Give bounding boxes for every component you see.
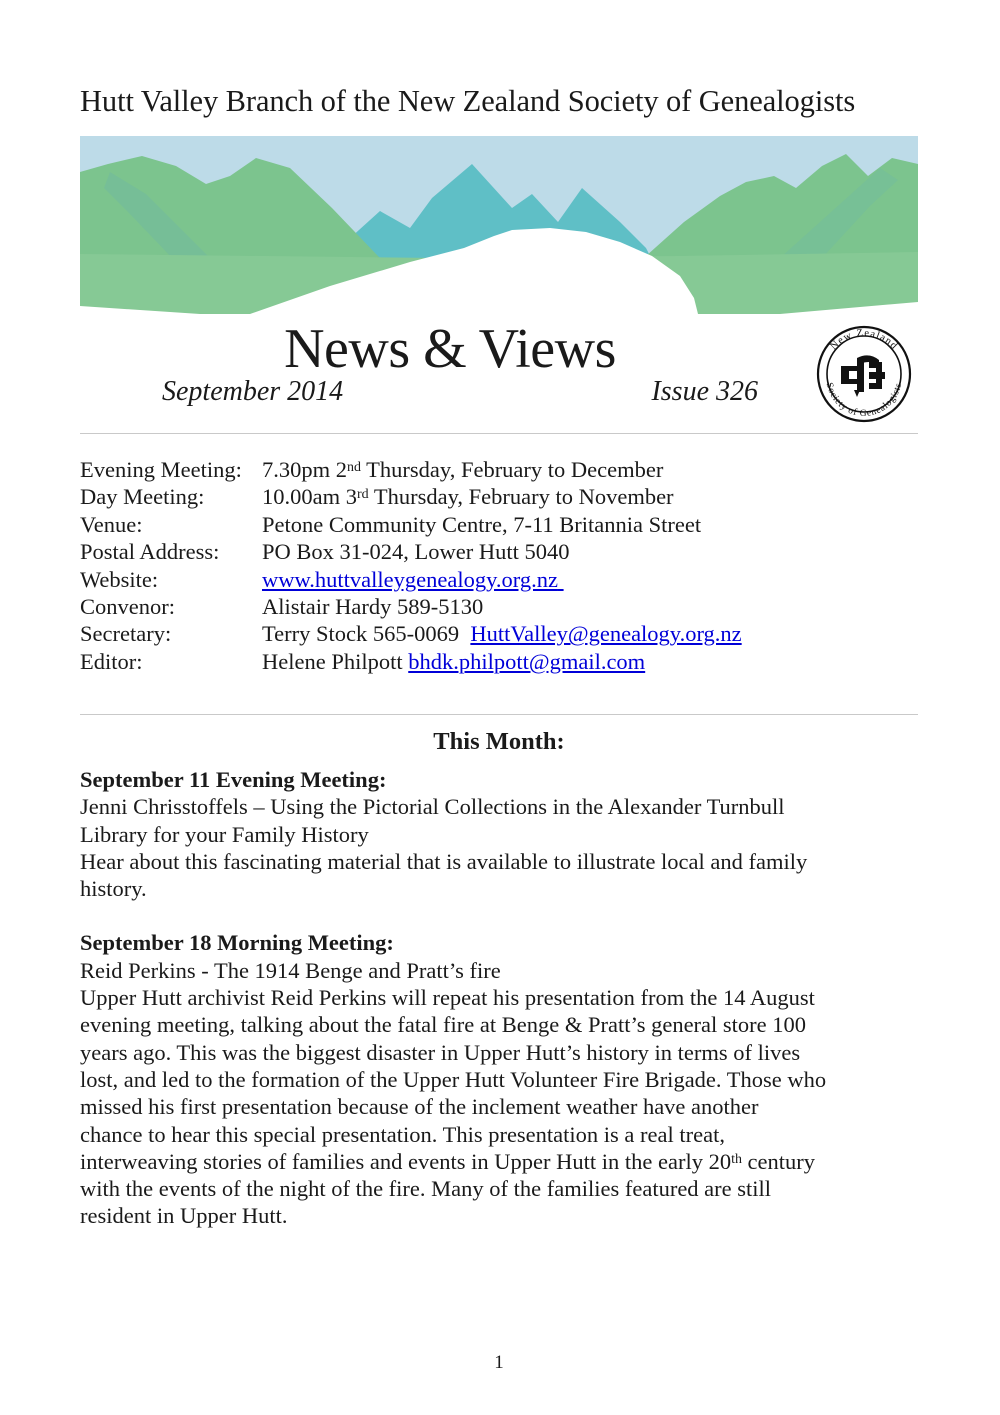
seal-top-arc-text: New Zealand bbox=[828, 327, 900, 353]
body-line: years ago. This was the biggest disaster in Upper Hutt’s history in terms of lives bbox=[80, 1039, 801, 1065]
contact-row-evening-meeting bbox=[80, 456, 918, 483]
issue-date: September 2014 bbox=[162, 376, 344, 407]
contact-value: Helene Philpott bhdk.philpott@gmail.com bbox=[262, 648, 646, 674]
body-line: Reid Perkins - The 1914 Benge and Pratt’s fire bbox=[80, 957, 501, 983]
section-heading-september-11: September 11 Evening Meeting: bbox=[80, 767, 387, 792]
contact-row-postal-address bbox=[80, 538, 918, 565]
contact-value: Petone Community Centre, 7-11 Britannia Street bbox=[262, 511, 702, 537]
body-line: Upper Hutt archivist Reid Perkins will repeat his presentation from the 14 August bbox=[80, 985, 815, 1011]
website-link-trailing-space bbox=[558, 567, 564, 592]
issue-row bbox=[80, 376, 820, 416]
contact-label: Postal Address: bbox=[80, 539, 220, 565]
valley-river-landscape-image bbox=[80, 136, 918, 314]
nzsg-seal-logo bbox=[810, 322, 918, 426]
contact-label: Website: bbox=[80, 566, 159, 592]
section-heading-september-18: September 18 Morning Meeting: bbox=[80, 930, 394, 956]
contact-label: Evening Meeting: bbox=[80, 457, 242, 482]
body-line: resident in Upper Hutt. bbox=[80, 1203, 288, 1229]
newsletter-title: News & Views bbox=[284, 318, 616, 380]
body-line: evening meeting, talking about the fatal fire at Benge & Pratt’s general store 100 bbox=[80, 1012, 807, 1038]
body-line: history. bbox=[80, 876, 147, 902]
ordinal-suffix: nd bbox=[347, 460, 361, 476]
contact-value: 10.00am 3rd Thursday, February to November bbox=[262, 484, 674, 510]
body-line: Jenni Chrisstoffels – Using the Pictorial Collections in the Alexander Turnbull bbox=[80, 794, 785, 820]
contact-details bbox=[80, 456, 918, 675]
contact-row-venue bbox=[80, 511, 918, 538]
issue-number: Issue 326 bbox=[651, 376, 758, 407]
contact-row-day-meeting bbox=[80, 483, 918, 510]
contact-value: Terry Stock 565-0069 HuttValley@genealogy.org.nz bbox=[262, 621, 742, 647]
ordinal-suffix: rd bbox=[357, 487, 369, 503]
seal-svg bbox=[810, 322, 918, 426]
page-title: Hutt Valley Branch of the New Zealand Society of Genealogists bbox=[80, 84, 856, 118]
body-line-with-ordinal: interweaving stories of families and events in Upper Hutt in the early 20th century bbox=[80, 1148, 816, 1174]
this-month-content bbox=[80, 766, 918, 1230]
website-link[interactable]: www.huttvalleygenealogy.org.nz bbox=[262, 566, 558, 592]
body-line: chance to hear this special presentation. This presentation is a real treat, bbox=[80, 1121, 725, 1147]
section-spacer bbox=[80, 902, 918, 929]
page-number: 1 bbox=[494, 1352, 504, 1373]
contact-row-convenor bbox=[80, 593, 918, 620]
landscape-svg bbox=[80, 136, 918, 314]
contact-label: Convenor: bbox=[80, 594, 175, 620]
contact-label: Secretary: bbox=[80, 621, 172, 647]
title-block bbox=[80, 314, 918, 424]
contact-row-editor bbox=[80, 648, 918, 675]
body-line: with the events of the night of the fire. Many of the families featured are still bbox=[80, 1176, 772, 1202]
contact-value: Alistair Hardy 589-5130 bbox=[262, 594, 484, 620]
contact-row-secretary bbox=[80, 620, 918, 647]
contact-value: PO Box 31-024, Lower Hutt 5040 bbox=[262, 539, 570, 565]
divider-top bbox=[80, 433, 918, 434]
body-line: lost, and led to the formation of the Upper Hutt Volunteer Fire Brigade. Those who bbox=[80, 1066, 827, 1092]
contact-row-website bbox=[80, 566, 918, 593]
contact-label: Venue: bbox=[80, 511, 143, 537]
contact-label: Editor: bbox=[80, 648, 143, 674]
contact-value: 7.30pm 2nd Thursday, February to December bbox=[262, 457, 664, 482]
secretary-email-link[interactable]: HuttValley@genealogy.org.nz bbox=[470, 621, 742, 647]
divider-middle bbox=[80, 714, 918, 715]
seal-bottom-arc-text: Society of Genealogists bbox=[823, 381, 905, 420]
body-line: missed his first presentation because of the inclement weather have another bbox=[80, 1094, 759, 1120]
ordinal-suffix: th bbox=[731, 1152, 742, 1168]
contact-value bbox=[262, 566, 564, 593]
contact-label: Day Meeting: bbox=[80, 484, 205, 510]
body-line: Library for your Family History bbox=[80, 821, 369, 847]
this-month-heading: This Month: bbox=[433, 728, 565, 755]
editor-email-link[interactable]: bhdk.philpott@gmail.com bbox=[408, 648, 646, 674]
body-line: Hear about this fascinating material that is available to illustrate local and family bbox=[80, 848, 808, 874]
